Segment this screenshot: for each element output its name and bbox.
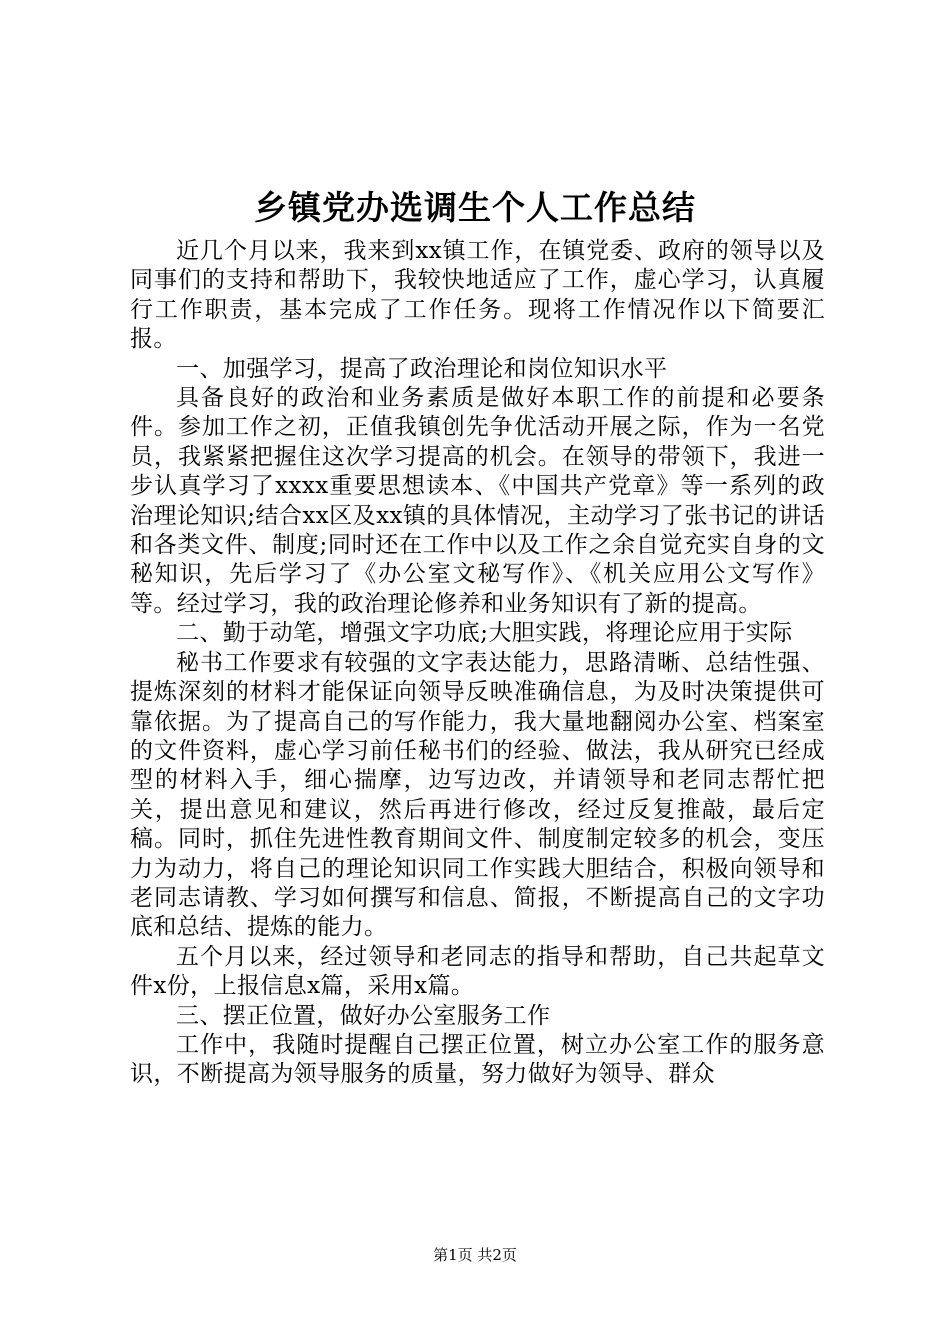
section-heading-2: 二、勤于动笔，增强文字功底;大胆实践，将理论应用于实际 <box>176 620 793 647</box>
document-title: 乡镇党办选调生个人工作总结 <box>254 188 696 227</box>
page-footer: 第1页 共2页 <box>433 1246 517 1264</box>
document-body <box>130 237 825 1090</box>
paragraph-study: 具备良好的政治和业务素质是做好本职工作的前提和必要条件。参加工作之初，正值我镇创先争优活动开展之际，作为一名党员，我紧紧把握住这次学习提高的机会。在领导的带领下，我进一步认真学习了xxxx重要思想读本、《中国共产党章》等一系列的政治理论知识;结合xx区及xx镇的具体情况，主动学习了张书记的讲话和各类文件、制度;同时还在工作中以及工作之余自觉充实自身的文秘知识，先后学习了《办公室文秘写作》、《机关应用公文写作》等。经过学习，我的政治理论修养和业务知识有了新的提高。 <box>130 385 825 617</box>
section-heading-3: 三、摆正位置，做好办公室服务工作 <box>176 1002 551 1029</box>
paragraph-intro: 近几个月以来，我来到xx镇工作，在镇党委、政府的领导以及同事们的支持和帮助下，我较快地适应了工作，虚心学习，认真履行工作职责，基本完成了工作任务。现将工作情况作以下简要汇报。 <box>130 238 825 353</box>
paragraph-writing: 秘书工作要求有较强的文字表达能力，思路清晰、总结性强、提炼深刻的材料才能保证向领导反映准确信息，为及时决策提供可靠依据。为了提高自己的写作能力，我大量地翻阅办公室、档案室的文件资料，虚心学习前任秘书们的经验、做法，我从研究已经成型的材料入手，细心揣摩，边写边改，并请领导和老同志帮忙把关，提出意见和建议，然后再进行修改，经过反复推敲，最后定稿。同时，抓住先进性教育期间文件、制度制定较多的机会，变压力为动力，将自己的理论知识同工作实践大胆结合，积极向领导和老同志请教、学习如何撰写和信息、简报，不断提高自己的文字功底和总结、提炼的能力。 <box>130 649 825 941</box>
section-heading-1: 一、加强学习，提高了政治理论和岗位知识水平 <box>176 355 668 382</box>
paragraph-output: 五个月以来，经过领导和老同志的指导和帮助，自己共起草文件x份，上报信息x篇，采用x篇。 <box>130 943 825 1000</box>
paragraph-service: 工作中，我随时提醒自己摆正位置，树立办公室工作的服务意识，不断提高为领导服务的质量，努力做好为领导、群众 <box>130 1031 825 1088</box>
